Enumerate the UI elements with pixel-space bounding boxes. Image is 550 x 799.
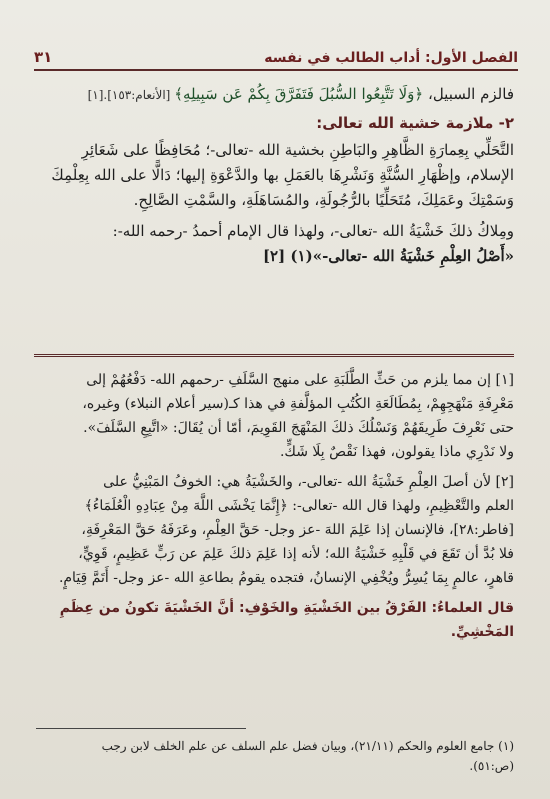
quran-verse: ﴿وَلَا تَتَّبِعُوا السُّبُلَ فَتَفَرَّقَ بِكُمْ عَن سَبِيلِهِ﴾ xyxy=(174,85,424,103)
paragraph-2 xyxy=(34,219,514,269)
section-heading: ٢- ملازمة خشية الله تعالى: xyxy=(316,114,514,132)
notes-separator xyxy=(34,354,514,357)
note-line: [٢] لأن أصلَ العِلْمِ خَشْيَةُ الله -تعالى-، والخَشْيَةُ هي: الخوفُ المَبْنِيُّ على xyxy=(103,474,514,490)
verse-line xyxy=(34,82,514,108)
scholars-saying: قال العلماءُ: الفَرْقُ بين الخَشْيَةِ والخَوْفِ: أنَّ الخَشْيَةَ تكونُ من عِظَمِ المَخْشِيِّ. xyxy=(59,600,514,640)
note-line: قاهرٍ، عالمٍ بِمَا يُسِرُّ ويُخْفِي الإنسانُ، فتجده يقومُ بطاعةِ الله -عز وجل- أَتَمَّ قِيَامٍ. xyxy=(58,570,514,586)
paragraph-line: ومِلاكُ ذلكَ خَشْيَةُ الله -تعالى-، ولهذا قال الإمام أحمدُ -رحمه الله-: xyxy=(112,222,514,240)
paragraph-line: التَّحَلِّي بِعِمارَةِ الظَّاهِرِ والبَاطِنِ بخشية الله -تعالى-؛ مُحَافِظًا على شَعَائِرِ xyxy=(81,141,514,159)
note-line: [١] إن مما يلزم من حَثِّ الطَّلَبَةِ على منهج السَّلَفِ -رحمهم الله- دَفْعُهُمْ إلى xyxy=(86,372,514,388)
note-line: مَعْرِفَةِ مَنْهَجِهِمْ، بِمُطَالَعَةِ الكُتُبِ المؤلَّفةِ في هذا كـ(سير أعلام النبلاء) وغيره، xyxy=(82,396,514,412)
paragraph-1 xyxy=(34,138,514,213)
chapter-title: الفصل الأول: أداب الطالب في نفسه xyxy=(264,50,518,66)
verse-prefix: فالزم السبيل، xyxy=(423,85,514,103)
footnote-line: (١) جامع العلوم والحكم (٢١/١١)، وبيان فضل علم السلف عن علم الخلف لابن رجب xyxy=(101,739,514,753)
footnotes xyxy=(34,736,514,776)
main-text xyxy=(34,82,514,275)
paragraph-line: الإسلام، وإظْهَارِ السُّنَّةِ وَنَشْرِهَا بالعَمَلِ بها والدَّعْوَةِ إليها؛ دَالًّا على الله بِعِلْمِكَ xyxy=(51,166,514,184)
verse-reference: [الأنعام:١٥٣].[١] xyxy=(87,88,175,102)
note-line: فلا بُدَّ أن تَقَعَ في قَلْبِهِ خَشْيَةُ الله؛ لأنه إذا عَلِمَ ذلكَ عَلِمَ عن رَبٍّ عَظِيمٍ، قَوِيٍّ، xyxy=(78,546,514,562)
footnote-separator xyxy=(36,728,246,729)
imam-ahmad-quote: «أَصْلُ العِلْمِ خَشْيَةُ الله -تعالى-»(١) [٢] xyxy=(262,247,514,265)
note-line: العلم والتَّعْظِيمِ، ولهذا قال الله -تعالى-: ﴿إِنَّمَا يَخْشَى اللَّهَ مِنْ عِبَادِهِ الْعُلَمَاءُ﴾ xyxy=(84,498,514,514)
footnote-line: (ص:٥١). xyxy=(469,759,514,773)
page-header xyxy=(34,40,518,71)
note-line: حتى نَعْرِفَ طَرِيقَهُمْ وَنَسْلُكَ ذلكَ المَنْهَجَ القَوِيمَ، أمّا أن يُقَالَ: «اتَّبِعِ السَّلَفَ». xyxy=(83,420,514,436)
note-2 xyxy=(34,470,514,590)
commentary-notes xyxy=(34,368,514,644)
note-line: ولا نَدْرِي ماذا يقولون، فهذا نَقْصٌ بِلَا شَكٍّ. xyxy=(279,444,514,460)
note-line: [فاطر:٢٨]، فالإنسان إذا عَلِمَ اللهَ -عز وجل- حَقَّ العِلْمِ، وعَرَفَهُ حَقَّ المَعْرِفَةِ، xyxy=(81,522,514,538)
page-number: ٣١ xyxy=(34,48,53,66)
note-1 xyxy=(34,368,514,464)
paragraph-line: وَسَمْتِكَ وعَمَلِكَ، مُتَحَلِّيًا بالرُّجُولَةِ، والمُسَاهَلَةِ، والسَّمْتِ الصَّالِحِ. xyxy=(133,191,514,209)
